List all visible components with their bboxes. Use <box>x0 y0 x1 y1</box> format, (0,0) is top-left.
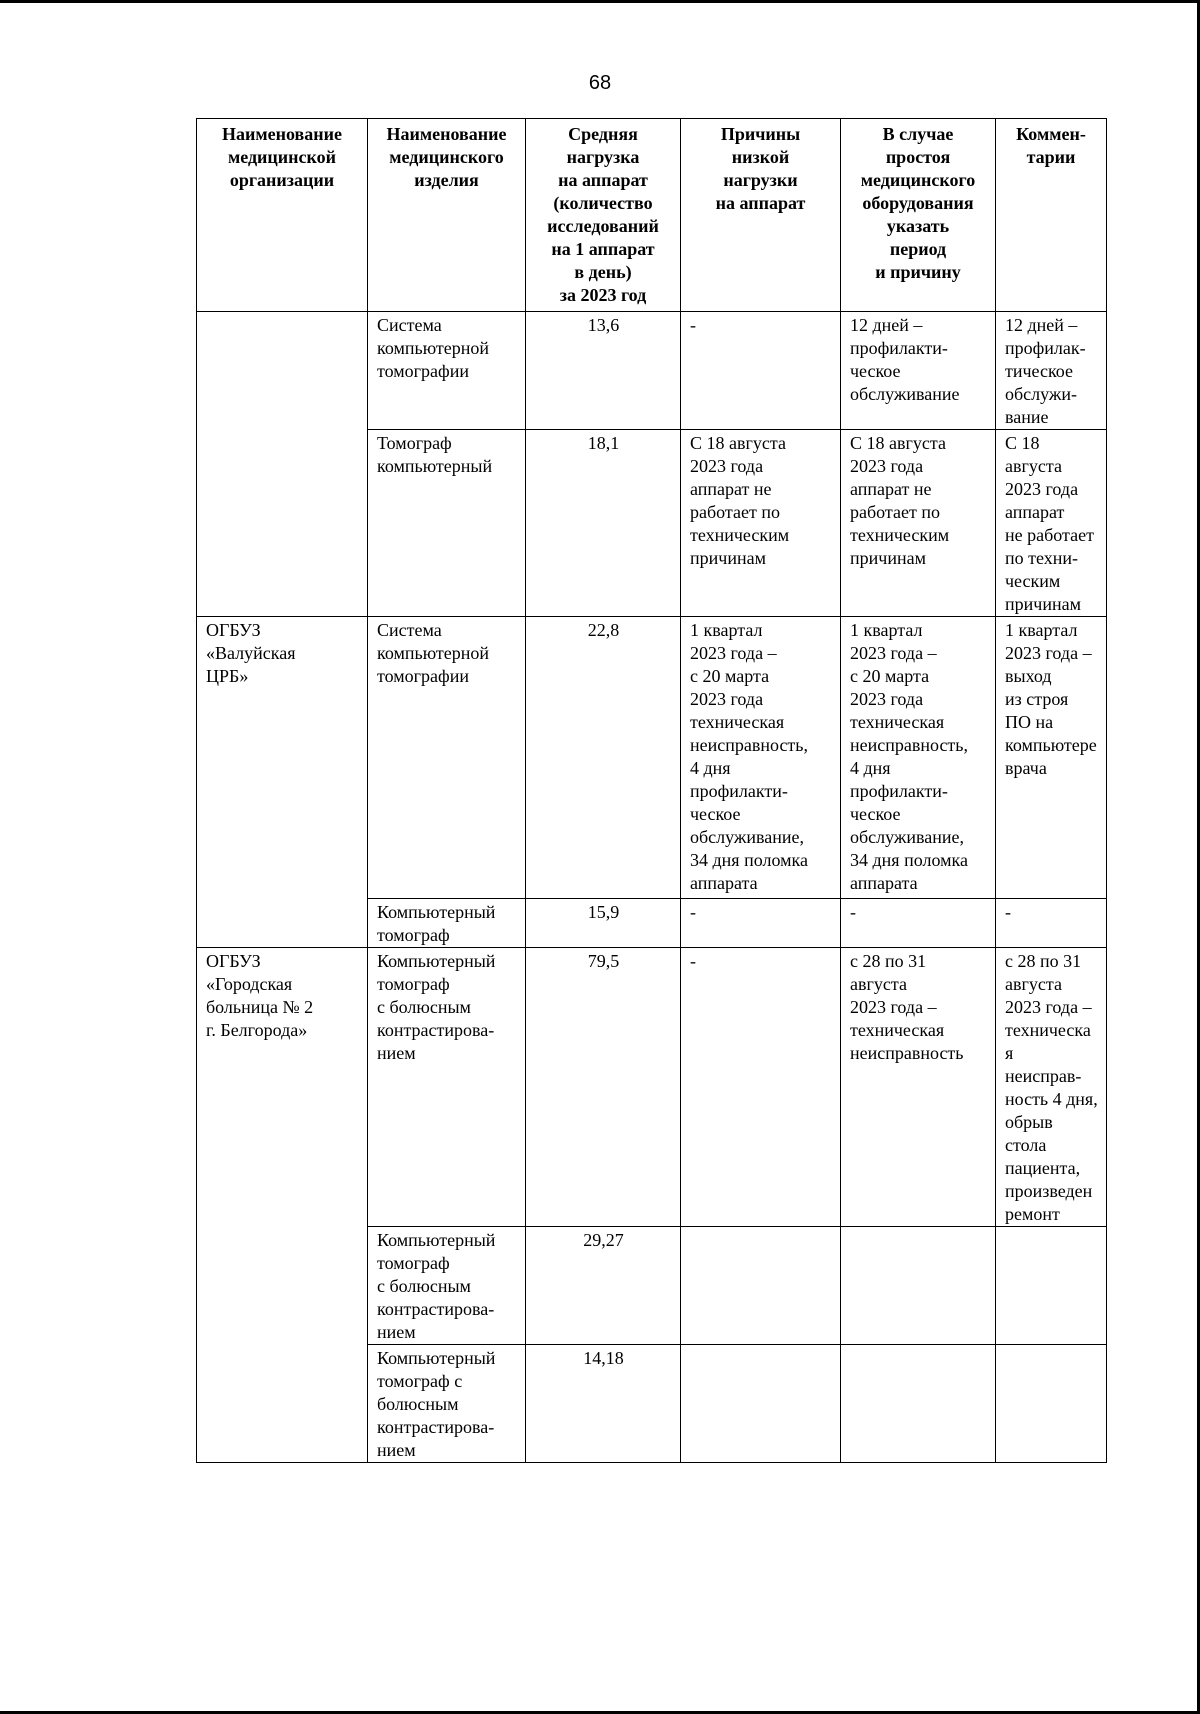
comment-cell <box>996 1227 1107 1345</box>
load-cell: 22,8 <box>526 617 681 899</box>
load-cell: 29,27 <box>526 1227 681 1345</box>
device-cell: Компьютерный томограф с болюсным контрастирова- нием <box>368 1227 526 1345</box>
downtime-cell: 12 дней – профилакти- ческое обслуживание <box>841 312 996 430</box>
comment-cell: - <box>996 899 1107 948</box>
organization-cell: ОГБУЗ «Валуйская ЦРБ» <box>197 617 368 948</box>
reason-cell: 1 квартал 2023 года – с 20 марта 2023 года техническая неисправность, 4 дня профилакти- ческое обслуживание, 34 дня поломка аппарата <box>681 617 841 899</box>
load-cell: 15,9 <box>526 899 681 948</box>
downtime-cell: 1 квартал 2023 года – с 20 марта 2023 года техническая неисправность, 4 дня профилакти- ческое обслуживание, 34 дня поломка аппарата <box>841 617 996 899</box>
device-cell: Система компьютерной томографии <box>368 617 526 899</box>
page-border-top <box>0 0 1200 3</box>
comment-cell: С 18 августа 2023 года аппарат не работает по техни- ческим причинам <box>996 430 1107 617</box>
downtime-cell <box>841 1227 996 1345</box>
reason-cell: С 18 августа 2023 года аппарат не работает по техническим причинам <box>681 430 841 617</box>
reason-cell: - <box>681 899 841 948</box>
reason-cell: - <box>681 948 841 1227</box>
header-low-load-reasons: Причины низкой нагрузки на аппарат <box>681 119 841 312</box>
device-cell: Система компьютерной томографии <box>368 312 526 430</box>
table-header-row <box>197 119 1107 312</box>
header-average-load: Средняя нагрузка на аппарат (количество исследований на 1 аппарат в день) за 2023 год <box>526 119 681 312</box>
header-downtime: В случае простоя медицинского оборудования указать период и причину <box>841 119 996 312</box>
load-cell: 18,1 <box>526 430 681 617</box>
device-cell: Томограф компьютерный <box>368 430 526 617</box>
device-cell: Компьютерный томограф <box>368 899 526 948</box>
table-row <box>197 312 1107 430</box>
device-cell: Компьютерный томограф с болюсным контрастирова- нием <box>368 948 526 1227</box>
table-row <box>197 617 1107 899</box>
reason-cell: - <box>681 312 841 430</box>
reason-cell <box>681 1227 841 1345</box>
comment-cell: 12 дней – профилак- тическое обслужи- вание <box>996 312 1107 430</box>
downtime-cell <box>841 1345 996 1463</box>
comment-cell: 1 квартал 2023 года – выход из строя ПО на компьютере врача <box>996 617 1107 899</box>
organization-cell <box>197 312 368 617</box>
page-number: 68 <box>588 72 612 94</box>
load-cell: 79,5 <box>526 948 681 1227</box>
load-cell: 14,18 <box>526 1345 681 1463</box>
downtime-cell: С 18 августа 2023 года аппарат не работает по техническим причинам <box>841 430 996 617</box>
device-cell: Компьютерный томограф с болюсным контрастирова- нием <box>368 1345 526 1463</box>
header-device: Наименование медицинского изделия <box>368 119 526 312</box>
equipment-load-table <box>196 118 1107 1463</box>
comment-cell: с 28 по 31 августа 2023 года – техническая неисправ- ность 4 дня, обрыв стола пациента, произведен ремонт <box>996 948 1107 1227</box>
header-comments: Коммен- тарии <box>996 119 1107 312</box>
header-organization: Наименование медицинской организации <box>197 119 368 312</box>
comment-cell <box>996 1345 1107 1463</box>
organization-cell: ОГБУЗ «Городская больница № 2 г. Белгорода» <box>197 948 368 1463</box>
downtime-cell: с 28 по 31 августа 2023 года – техническая неисправность <box>841 948 996 1227</box>
downtime-cell: - <box>841 899 996 948</box>
load-cell: 13,6 <box>526 312 681 430</box>
reason-cell <box>681 1345 841 1463</box>
table-row <box>197 948 1107 1227</box>
